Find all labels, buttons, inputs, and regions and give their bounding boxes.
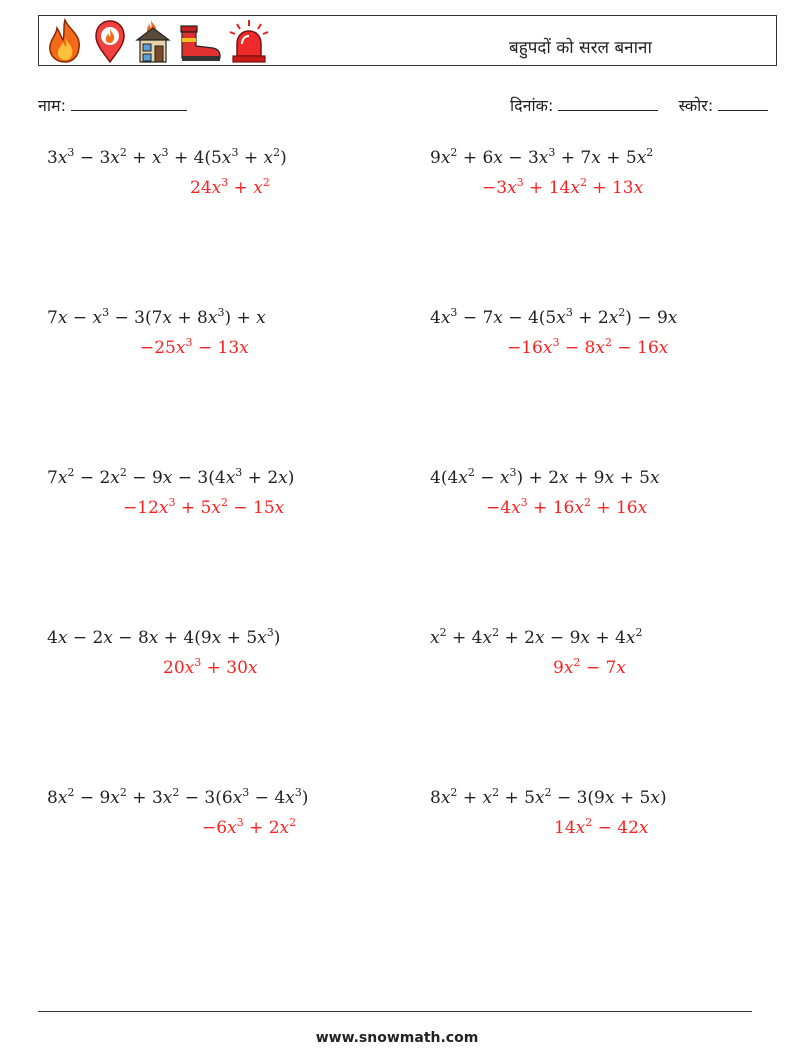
problem-3-answer: $-25x^3 - 13x$ <box>140 336 249 358</box>
score-label: स्कोर: <box>678 96 714 115</box>
name-label: नाम: <box>38 96 66 115</box>
footer-divider <box>38 1011 752 1012</box>
header-box <box>38 15 777 66</box>
problem-8-answer: $9x^2 - 7x$ <box>553 656 626 678</box>
location-pin-fire-icon <box>91 18 129 64</box>
problem-9-question: $8x^2 - 9x^2 + 3x^2 - 3(6x^3 - 4x^3)$ <box>47 786 309 808</box>
score-blank <box>718 96 768 111</box>
problem-2-question: $9x^2 + 6x - 3x^3 + 7x + 5x^2$ <box>430 146 654 168</box>
problem-6-answer: $-4x^3 + 16x^2 + 16x$ <box>486 496 648 518</box>
problem-1-question: $3x^3 - 3x^2 + x^3 + 4(5x^3 + x^2)$ <box>47 146 287 168</box>
problem-1-answer: $24x^3 + x^2$ <box>190 176 270 198</box>
fire-boot-icon <box>177 18 223 64</box>
problem-10-answer: $14x^2 - 42x$ <box>554 816 649 838</box>
problem-5-answer: $-12x^3 + 5x^2 - 15x$ <box>123 496 285 518</box>
burning-house-icon <box>133 18 173 64</box>
problem-6-question: $4(4x^2 - x^3) + 2x + 9x + 5x$ <box>430 466 660 488</box>
problem-10-question: $8x^2 + x^2 + 5x^2 - 3(9x + 5x)$ <box>430 786 667 808</box>
date-score-field <box>510 94 768 116</box>
problem-2-answer: $-3x^3 + 14x^2 + 13x$ <box>482 176 644 198</box>
date-label: दिनांक: <box>510 96 554 115</box>
problem-9-answer: $-6x^3 + 2x^2$ <box>202 816 297 838</box>
problem-8-question: $x^2 + 4x^2 + 2x - 9x + 4x^2$ <box>430 626 643 648</box>
problem-4-question: $4x^3 - 7x - 4(5x^3 + 2x^2) - 9x$ <box>430 306 678 328</box>
problem-4-answer: $-16x^3 - 8x^2 - 16x$ <box>507 336 669 358</box>
footer-website: www.snowmath.com <box>315 1030 479 1046</box>
name-field <box>38 94 187 116</box>
worksheet-title: बहुपदों को सरल बनाना <box>509 38 652 58</box>
problem-3-question: $7x - x^3 - 3(7x + 8x^3) + x$ <box>47 306 266 328</box>
problem-7-answer: $20x^3 + 30x$ <box>163 656 258 678</box>
problem-7-question: $4x - 2x - 8x + 4(9x + 5x^3)$ <box>47 626 281 648</box>
date-blank <box>558 96 658 111</box>
problem-5-question: $7x^2 - 2x^2 - 9x - 3(4x^3 + 2x)$ <box>47 466 295 488</box>
name-blank <box>71 96 187 111</box>
fire-icon <box>43 18 87 64</box>
siren-icon <box>227 18 271 64</box>
header-icons <box>43 18 271 64</box>
